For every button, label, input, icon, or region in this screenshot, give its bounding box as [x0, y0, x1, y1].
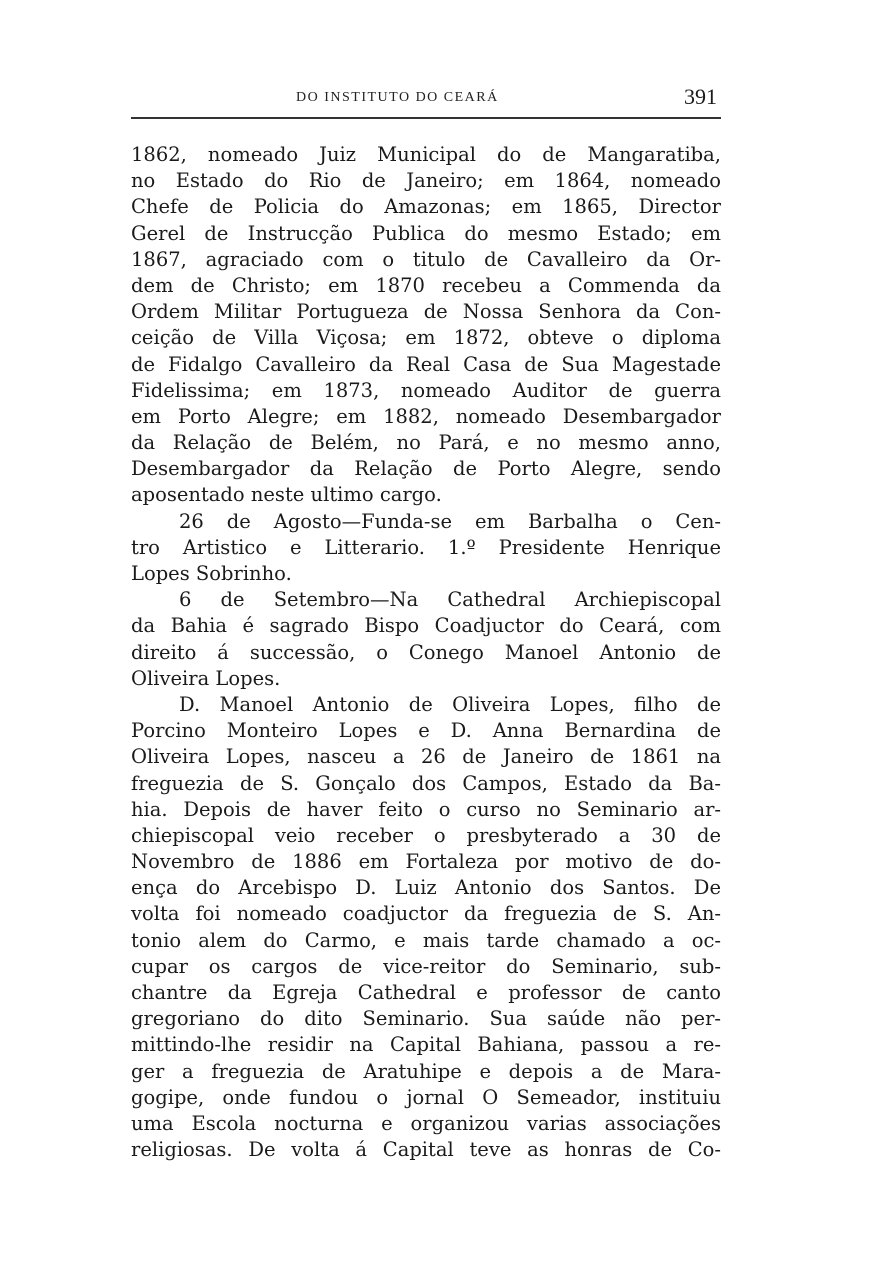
text-line: Gerel de Instrucção Publica do mesmo Estado; em — [131, 221, 721, 245]
text-line: uma Escola nocturna e organizou varias associações — [131, 1111, 721, 1135]
text-line: freguezia de S. Gonçalo dos Campos, Estado da Ba- — [131, 771, 721, 795]
text-line: no Estado do Rio de Janeiro; em 1864, nomeado — [131, 169, 721, 193]
paragraph-start-line: 26 de Agosto—Funda-se em Barbalha o Cen- — [179, 509, 721, 533]
body-text — [131, 142, 721, 1163]
text-line: cupar os cargos de vice-reitor do Seminario, sub- — [131, 954, 721, 978]
text-line: hia. Depois de haver feito o curso no Seminario ar- — [131, 797, 721, 821]
text-line: chiepiscopal veio receber o presbyterado a 30 de — [131, 823, 721, 847]
text-line: Ordem Militar Portugueza de Nossa Senhora da Con- — [131, 300, 721, 324]
text-line: Oliveira Lopes. — [131, 666, 281, 690]
text-line: tro Artistico e Litterario. 1.º Presidente Henrique — [131, 535, 721, 559]
page-number: 391 — [684, 84, 717, 109]
text-line: aposentado neste ultimo cargo. — [131, 483, 442, 507]
paragraph-start-line: 6 de Setembro—Na Cathedral Archiepiscopal — [179, 588, 721, 612]
text-line: Novembro de 1886 em Fortaleza por motivo de do- — [131, 850, 721, 874]
text-line: direito á successão, o Conego Manoel Antonio de — [131, 640, 721, 664]
text-line: religiosas. De volta á Capital teve as honras de Co- — [131, 1138, 721, 1162]
text-line: Porcino Monteiro Lopes e D. Anna Bernardina de — [131, 719, 721, 743]
text-line: da Bahia é sagrado Bispo Coadjuctor do Ceará, com — [131, 614, 721, 638]
text-line: em Porto Alegre; em 1882, nomeado Desembargador — [131, 404, 721, 428]
text-line: mittindo-lhe residir na Capital Bahiana, passou a re- — [131, 1033, 721, 1057]
text-line: gregoriano do dito Seminario. Sua saúde não per- — [131, 1007, 721, 1031]
text-line: 1862, nomeado Juiz Municipal do de Mangaratiba, — [131, 143, 721, 166]
text-line: da Relação de Belém, no Pará, e no mesmo anno, — [131, 431, 721, 455]
text-line: 1867, agraciado com o titulo de Cavalleiro da Or- — [131, 247, 721, 271]
text-line: dem de Christo; em 1870 recebeu a Commenda da — [131, 273, 721, 297]
text-line: Desembargador da Relação de Porto Alegre, sendo — [131, 457, 721, 481]
text-line: ença do Arcebispo D. Luiz Antonio dos Santos. De — [131, 876, 721, 900]
text-line: Fidelissima; em 1873, nomeado Auditor de guerra — [131, 378, 721, 402]
text-line: chantre da Egreja Cathedral e professor de canto — [131, 981, 721, 1004]
running-head-title: DO INSTITUTO DO CEARÁ — [296, 90, 499, 105]
text-line: Chefe de Policia do Amazonas; em 1865, Director — [131, 195, 721, 219]
text-line: ger a freguezia de Aratuhipe e depois a de Mara- — [131, 1059, 721, 1083]
paragraph-start-line: D. Manoel Antonio de Oliveira Lopes, filho de — [179, 692, 721, 716]
text-line: ceição de Villa Viçosa; em 1872, obteve o diploma — [131, 326, 721, 350]
header-rule — [131, 117, 721, 119]
text-line: gogipe, onde fundou o jornal O Semeador, instituiu — [131, 1085, 721, 1109]
text-line: tonio alem do Carmo, e mais tarde chamado a oc- — [131, 928, 721, 952]
text-line: volta foi nomeado coadjuctor da freguezia de S. An- — [131, 902, 721, 926]
text-line: Lopes Sobrinho. — [131, 562, 292, 585]
text-line: Oliveira Lopes, nasceu a 26 de Janeiro de 1861 na — [131, 745, 721, 769]
text-line: de Fidalgo Cavalleiro da Real Casa de Sua Magestade — [131, 352, 721, 376]
running-header — [131, 82, 721, 112]
